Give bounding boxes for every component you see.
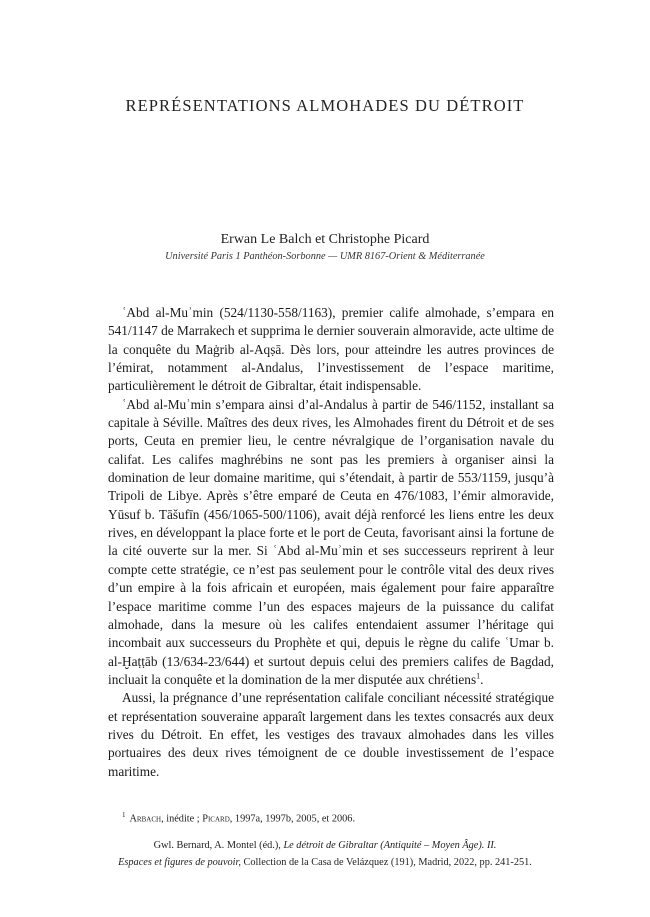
footnote	[122, 811, 542, 824]
authors: Erwan Le Balch et Christophe Picard	[220, 232, 430, 247]
paragraph-2-text: ʿAbd al-Muʾmin s’empara ainsi d’al-Andalus à partir de 546/1152, installant sa capitale à Séville. Maîtres des deux rives, les Almohades firent du Détroit et de ses ports, Ceuta en premier lieu, le centre névralgique de l’organisation navale du califat. Les califes maghrébins ne sont pas les premiers à organiser ainsi la domination de leur domaine maritime, qui s’étendait, à partir de 553/1159, jusqu’à Tripoli de Libye. Après s’être emparé de Ceuta en 476/1083, l’émir almoravide, Yūsuf b. Tāšufīn (456/1065-500/1106), avait déjà renforcé les liens entre les deux rives, en développant la place forte et le port de Ceuta, favorisant ainsi la fortune de la cité ouverte sur la mer. Si ʿAbd al-Muʾmin et ses successeurs reprirent à leur compte cette stratégie, ce n’est pas seulement pour le contrôle vital des deux rives d’un empire à la fois africain et européen, mais également pour faire apparaître l’espace maritime comme l’un des espaces majeurs de la puissance du califat almohade, dans la mesure où les califes entendaient assumer l’héritage qui incombait aux successeurs du Prophète et qui, depuis le règne du calife ʿUmar b. al-Ḫaṭṭāb (13/634-23/644) et surtout depuis celui des premiers califes de Bagdad, incluait la conquête et la domination de la mer disputée aux chrétiens	[108, 396, 554, 687]
footnote-text-2: , 1997a, 1997b, 2005, et 2006.	[229, 813, 356, 825]
citation-line-1	[80, 838, 570, 855]
citation-book-title: Le détroit de Gibraltar (Antiquité – Moyen Âge). II.	[283, 840, 497, 851]
paragraph-1-text: ʿAbd al-Muʾmin (524/1130-558/1163), premier calife almohade, s’empara en 541/1147 de Marrakech et supprima le dernier souverain almoravide, acte ultime de la conquête du Maġrib al-Aqṣā. Dès lors, pour atteindre les autres provinces de l’émirat, notamment al-Andalus, l’investissement de l’espace maritime, particulièrement le détroit de Gibraltar, était indispensable.	[108, 305, 554, 394]
citation	[80, 838, 570, 871]
citation-line-2	[80, 855, 570, 872]
footnote-reference[interactable]: 1	[476, 671, 481, 681]
footnote-author-2: Picard	[202, 813, 230, 825]
citation-publication: Collection de la Casa de Velázquez (191), Madrid, 2022, pp. 241-251.	[240, 856, 532, 868]
citation-editors: Gwl. Bernard, A. Montel (éd.),	[153, 840, 284, 851]
citation-subtitle: Espaces et figures de pouvoir,	[118, 856, 241, 868]
body-text	[108, 304, 554, 781]
paragraph-3	[108, 689, 554, 781]
footnote-mark: 1	[122, 811, 126, 819]
footnote-author-1: Arbach	[129, 813, 162, 825]
affiliation: Université Paris 1 Panthéon-Sorbonne — UMR 8167-Orient & Méditerranée	[165, 251, 485, 262]
paragraph-2: ʿAbd al-Muʾmin s’empara ainsi d’al-Andalus à partir de 546/1152, installant sa capitale à Séville. Maîtres des deux rives, les Almohades firent du Détroit et de ses ports, Ceuta en premier lieu, le centre névralgique de l’organisation navale du califat. Les califes maghrébins ne sont pas les premiers à organiser ainsi la domination de leur domaine maritime, qui s’étendait, à partir de 553/1159, jusqu’à Tripoli de Libye. Après s’être emparé de Ceuta en 476/1083, l’émir almoravide, Yūsuf b. Tāšufīn (456/1065-500/1106), avait déjà renforcé les liens entre les deux rives, en développant la place forte et le port de Ceuta, favorisant ainsi la fortune de la cité ouverte sur la mer. Si ʿAbd al-Muʾmin et ses successeurs reprirent à leur compte cette stratégie, ce n’est pas seulement pour le contrôle vital des deux rives d’un empire à la fois africain et européen, mais également pour faire apparaître l’espace maritime comme l’un des espaces majeurs de la puissance du califat almohade, dans la mesure où les califes entendaient assumer l’héritage qui incombait aux successeurs du Prophète et qui, depuis le règne du calife ʿUmar b. al-Ḫaṭṭāb (13/634-23/644) et surtout depuis celui des premiers califes de Bagdad, incluait la conquête et la domination de la mer disputée aux chrétiens$^1$.	[108, 396, 554, 687]
chapter-title: REPRÉSENTATIONS ALMOHADES DU DÉTROIT	[125, 96, 525, 115]
paragraph-1	[108, 304, 554, 396]
footnote-text-1: , inédite ;	[161, 813, 203, 825]
paragraph-3-text: Aussi, la prégnance d’une représentation califale conciliant nécessité stratégique et représentation souveraine apparaît largement dans les textes consacrés aux deux rives du Détroit. En effet, les vestiges des travaux almohades dans les villes portuaires des deux rives témoignent de ce double investissement de l’espace maritime.	[108, 690, 554, 779]
